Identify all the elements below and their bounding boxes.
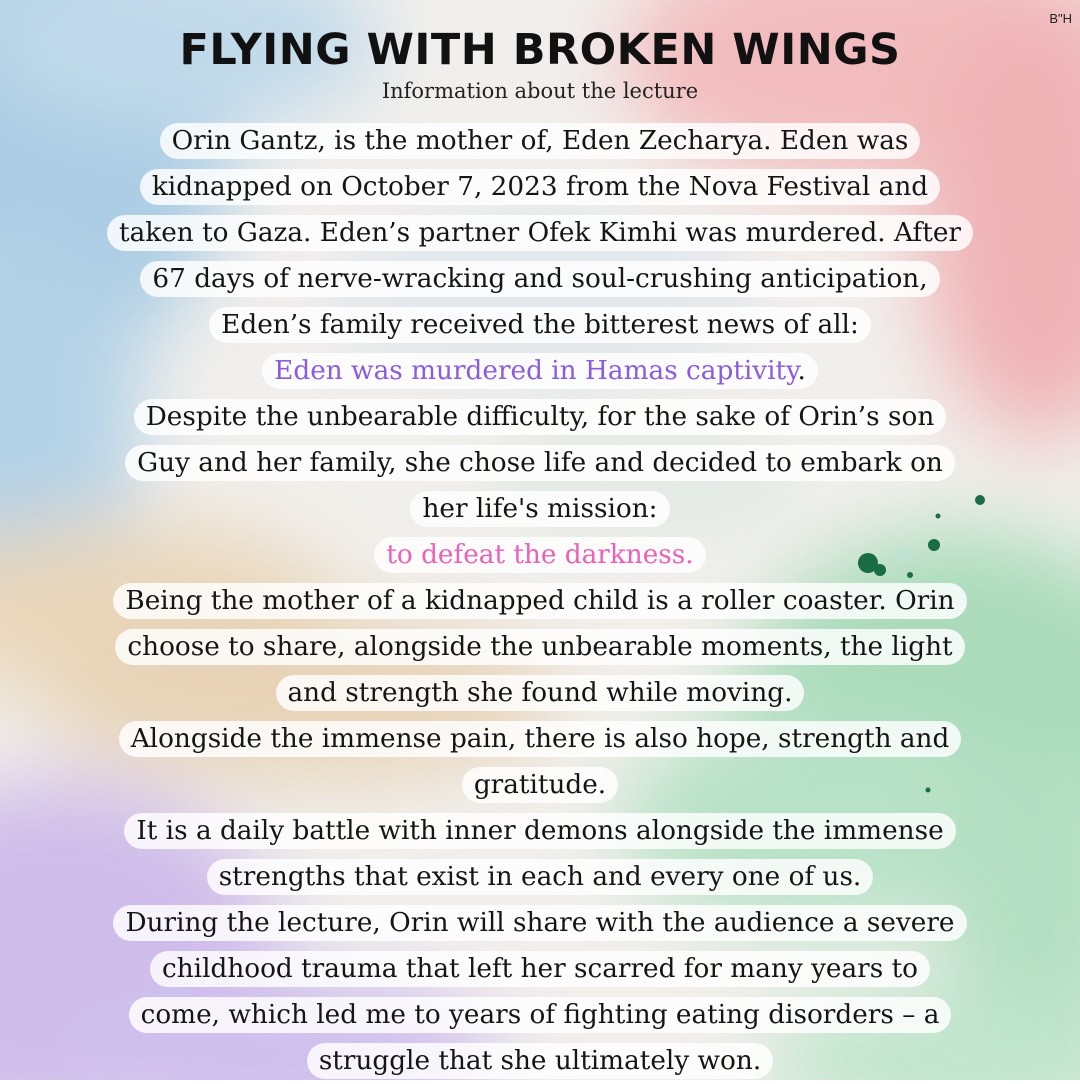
text-line [0,486,1080,532]
page-title: FLYING WITH BROKEN WINGS [179,25,901,75]
text-line [0,992,1080,1038]
highlight-murdered: Eden was murdered in Hamas captivity [274,356,798,386]
text-line [0,532,1080,578]
text-line [0,210,1080,256]
text-line [0,440,1080,486]
text-line-content: Being the mother of a kidnapped child is a roller coaster. Orin [113,583,966,619]
text-line-content: kidnapped on October 7, 2023 from the Nova Festival and [140,169,940,205]
text-line [0,348,1080,394]
text-line [0,118,1080,164]
text-line-content: During the lecture, Orin will share with the audience a severe [113,905,966,941]
text-line-content: taken to Gaza. Eden’s partner Ofek Kimhi was murdered. After [107,215,973,251]
text-line-content: Despite the unbearable difficulty, for the sake of Orin’s son [134,399,947,435]
text-line [0,624,1080,670]
lecture-description [0,118,1080,1084]
text-line-content: her life's mission: [410,491,669,527]
text-line-content: choose to share, alongside the unbearable moments, the light [115,629,964,665]
text-line-content: come, which led me to years of fighting eating disorders – a [129,997,952,1033]
text-line-content: Eden’s family received the bitterest news of all: [209,307,871,343]
text-line [0,164,1080,210]
text-line [0,578,1080,624]
text-line [0,900,1080,946]
text-line-content: 67 days of nerve-wracking and soul-crushing anticipation, [140,261,939,297]
text-line-content: gratitude. [462,767,618,803]
highlight-darkness: to defeat the darkness. [374,537,705,573]
page-subtitle: Information about the lecture [381,79,699,103]
text-line [0,256,1080,302]
text-line [0,762,1080,808]
text-line [0,670,1080,716]
text-line [0,854,1080,900]
text-line [0,1038,1080,1084]
text-line-content: strengths that exist in each and every one of us. [207,859,874,895]
highlight-suffix: . [797,356,806,386]
text-line [0,394,1080,440]
text-line [0,946,1080,992]
text-line-content: childhood trauma that left her scarred for many years to [150,951,930,987]
corner-mark: B"H [1049,11,1072,26]
text-line-content: Alongside the immense pain, there is also hope, strength and [119,721,962,757]
text-line [0,716,1080,762]
highlight-line [262,353,818,389]
text-line-content: Guy and her family, she chose life and decided to embark on [125,445,955,481]
text-line-content: Orin Gantz, is the mother of, Eden Zecharya. Eden was [160,123,921,159]
text-line [0,808,1080,854]
text-line-content: and strength she found while moving. [276,675,805,711]
text-line [0,302,1080,348]
text-line-content: It is a daily battle with inner demons alongside the immense [124,813,955,849]
text-line-content: struggle that she ultimately won. [307,1043,773,1079]
